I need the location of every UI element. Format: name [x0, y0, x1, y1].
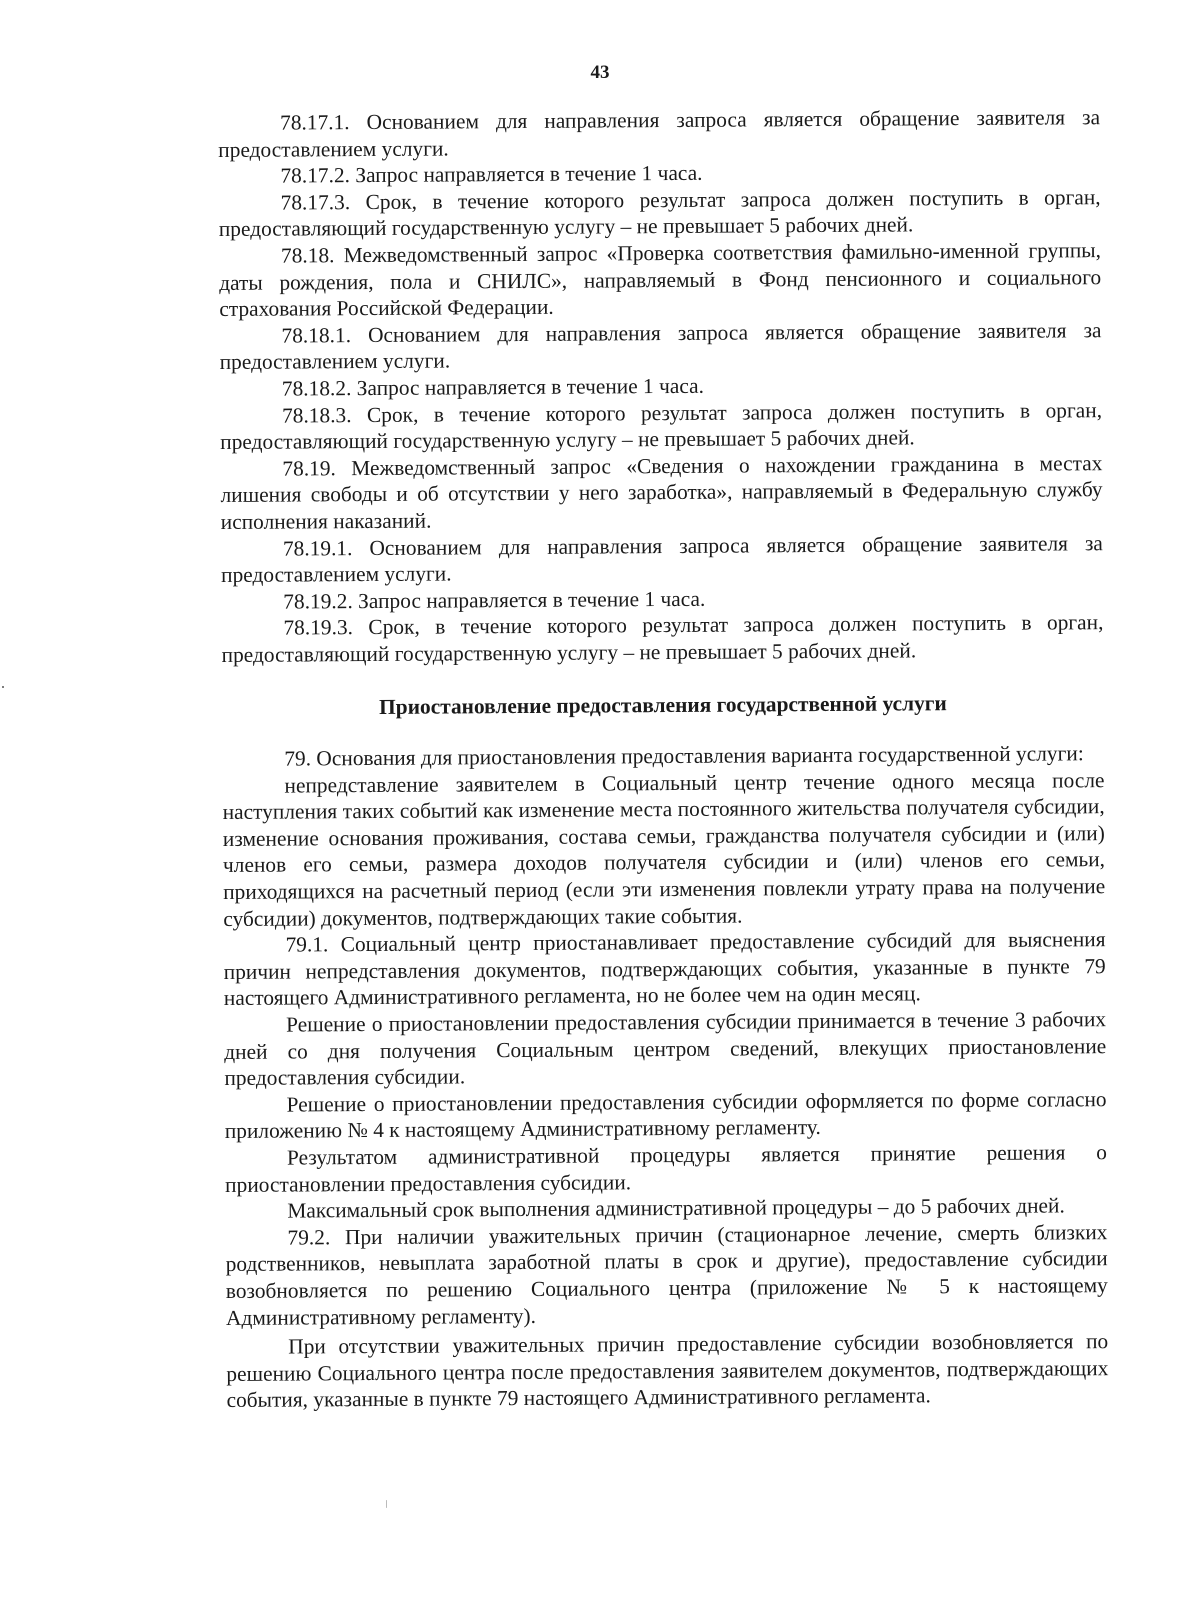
scan-speck-bottom [386, 1500, 387, 1508]
paragraph-max-term: Максимальный срок выполнения административной процедуры – до 5 рабочих дней. [287, 1193, 1065, 1223]
section-heading: Приостановление предоставления государственной услуги [379, 691, 947, 720]
paragraph-79-2: 79.2. При наличии уважительных причин (стационарное лечение, смерть близких родственников, невыплата заработной платы в срок и другие), предоставление субсидии возобновляется по решению Социального центра (приложение № 5 к настоящему Административному регламенту). [225, 1219, 1108, 1330]
paragraph-79-grounds: непредставление заявителем в Социальный центр течение одного месяца после наступления таких событий как изменение места постоянного жительства получателя субсидии, изменение основания проживания, состава семьи, гражданства получателя субсидии и (или) членов его семьи, размера доходов получателя субсидии и (или) членов его семьи, приходящихся на расчетный период (если эти изменения повлекли утрату права на получение субсидии) документов, подтверждающих такие события. [222, 767, 1106, 931]
paragraph-78-18-3: 78.18.3. Срок, в течение которого результат запроса должен поступить в орган, предоставляющий государственную услугу – не превышает 5 рабочих дней. [220, 397, 1103, 455]
paragraph-79: 79. Основания для приостановления предоставления варианта государственной услуги: [284, 741, 1084, 771]
paragraph-78-19-1: 78.19.1. Основанием для направления запроса является обращение заявителя за предоставлением услуги. [221, 530, 1103, 588]
paragraph-78-19-3: 78.19.3. Срок, в течение которого результат запроса должен поступить в орган, предоставляющий государственную услугу – не превышает 5 рабочих дней. [221, 610, 1104, 667]
paragraph-78-18: 78.18. Межведомственный запрос «Проверка соответствия фамильно-именной группы, даты рождения, пола и СНИЛС», направляемый в Фонд пенсионного и социального страхования Российской Федерации. [219, 238, 1102, 322]
paragraph-78-17-1: 78.17.1. Основанием для направления запроса является обращение заявителя за предоставлением услуги. [218, 105, 1101, 162]
paragraph-resumption: При отсутствии уважительных причин предоставление субсидии возобновляется по решению Социального центра после предоставления заявителем документов, подтверждающих события, указанные в пункте 79 настоящего Административного регламента. [226, 1329, 1109, 1413]
paragraph-78-18-1: 78.18.1. Основанием для направления запроса является обращение заявителя за предоставлением услуги. [219, 317, 1102, 375]
paragraph-79-1: 79.1. Социальный центр приостанавливает предоставление субсидий для выяснения причин непредставления документов, подтверждающих события, указанные в пункте 79 настоящего Административного регламента, но не более чем на один месяц. [223, 927, 1106, 1011]
paragraph-78-19-2: 78.19.2. Запрос направляется в течение 1 часа. [283, 586, 706, 614]
page-number: 43 [590, 62, 610, 83]
paragraph-decision-form: Решение о приостановлении предоставления субсидии оформляется по форме согласно приложению № 4 к настоящему Административному регламенту. [224, 1086, 1107, 1144]
document-body [218, 104, 1109, 1414]
scan-speck-left [2, 686, 4, 688]
paragraph-78-17-3: 78.17.3. Срок, в течение которого результат запроса должен поступить в орган, предоставляющий государственную услугу – не превышает 5 рабочих дней. [218, 184, 1101, 242]
paragraph-78-18-2: 78.18.2. Запрос направляется в течение 1 часа. [281, 373, 704, 401]
paragraph-78-17-2: 78.17.2. Запрос направляется в течение 1 часа. [280, 160, 703, 188]
paragraph-suspension-decision: Решение о приостановлении предоставления субсидии принимается в течение 3 рабочих дней со дня получения Социальным центром сведений, влекущих приостановление предоставления субсидии. [224, 1007, 1107, 1091]
paragraph-procedure-result: Результатом административной процедуры является принятие решения о приостановлении предоставления субсидии. [225, 1140, 1108, 1197]
paragraph-78-19: 78.19. Межведомственный запрос «Сведения о нахождении гражданина в местах лишения свободы и об отсутствии у него заработка», направляемый в Федеральную службу исполнения наказаний. [220, 450, 1103, 534]
